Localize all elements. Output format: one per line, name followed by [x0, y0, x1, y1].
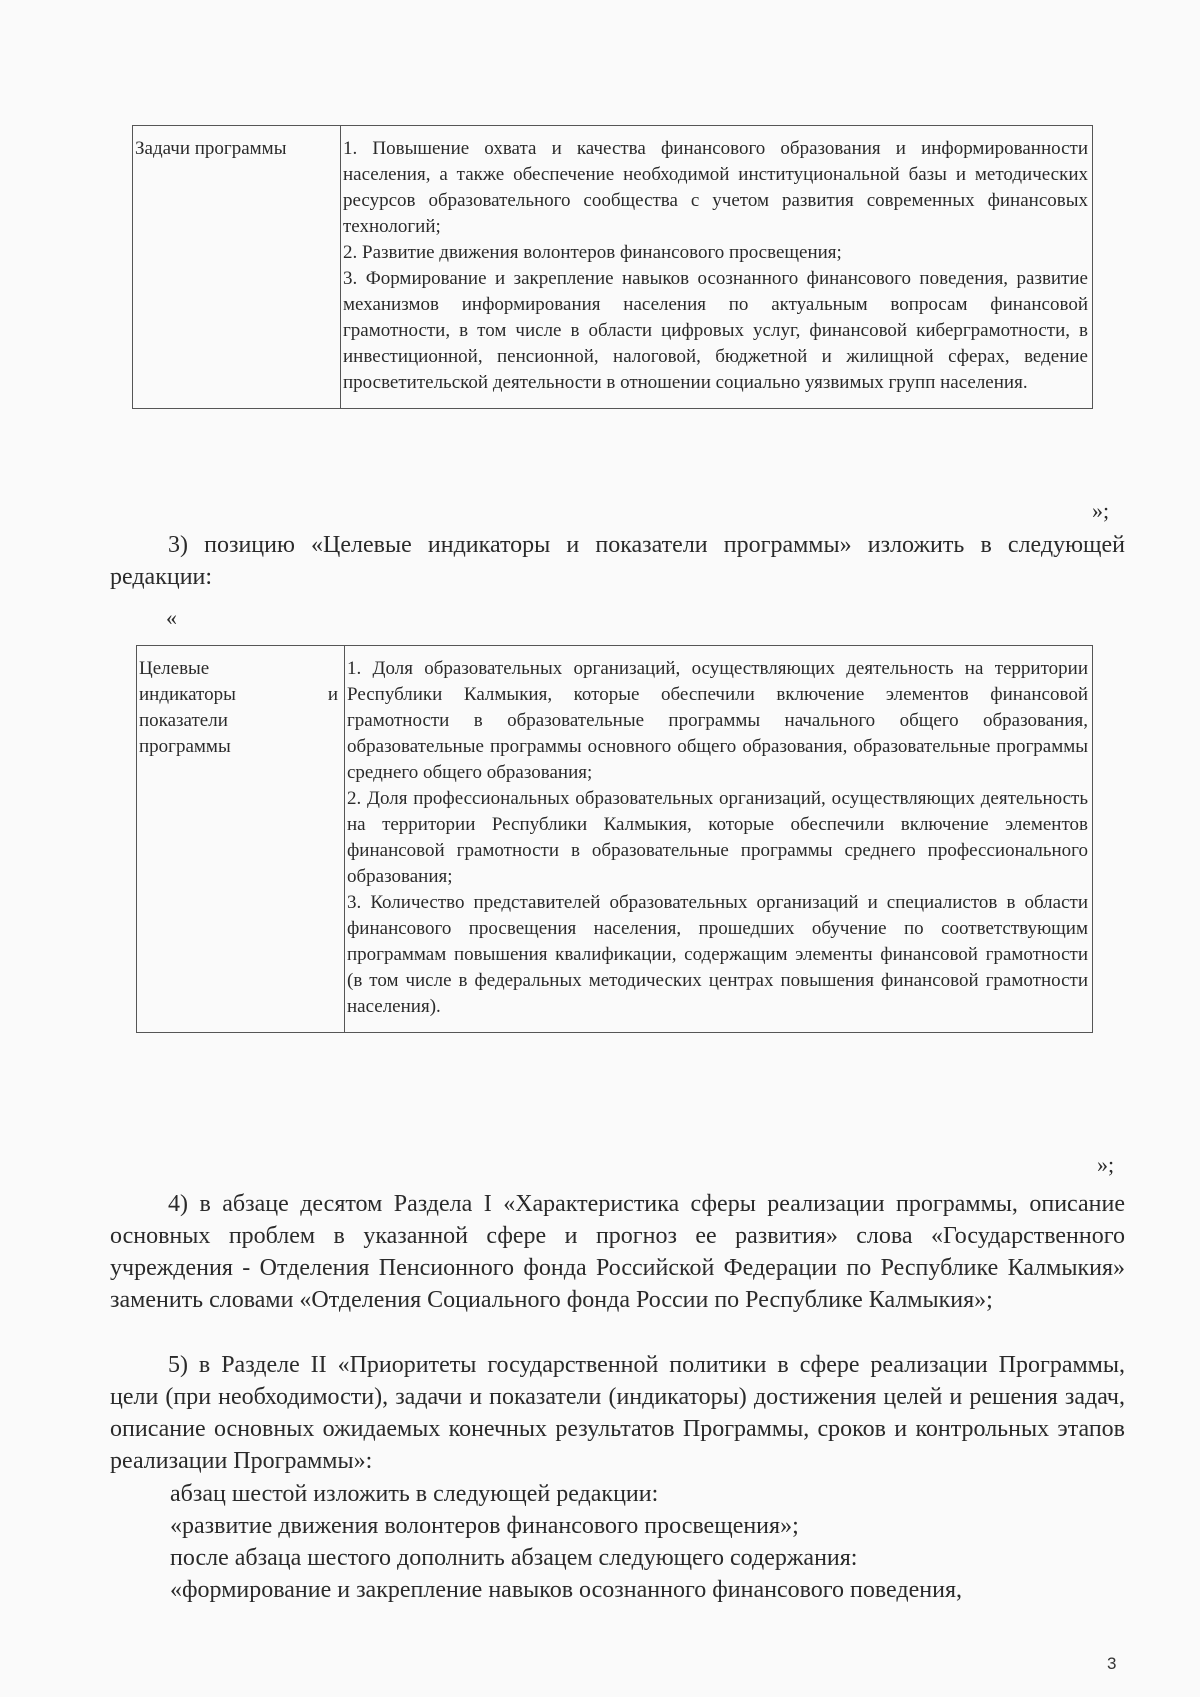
program-tasks-table: [132, 125, 1093, 409]
closing-quote: »;: [1097, 1152, 1115, 1177]
page-number: 3: [1107, 1654, 1117, 1673]
tasks-content-cell: [341, 126, 1093, 409]
paragraph-line: «развитие движения волонтеров финансового просвещения»;: [170, 1513, 799, 1539]
paragraph-3: 3) позицию «Целевые индикаторы и показатели программы» изложить в следующей редакции:: [110, 532, 1125, 590]
indicators-label-line: [139, 682, 342, 708]
indicator-item-2: 2. Доля профессиональных образовательных организаций, осуществляющих деятельность на территории Республики Калмыкия, которые обеспечили включение элементов финансовой грамотности в образовательные программы среднего профессионального образования;: [347, 788, 1088, 887]
indicators-label-line: показатели: [139, 710, 228, 731]
paragraph-5: 5) в Разделе II «Приоритеты государственной политики в сфере реализации Программы, цели (при необходимости), задачи и показатели (индикаторы) достижения целей и решения задач, описание основных ожидаемых конечных результатов Программы, сроков и контрольных этапов реализации Программы»:: [110, 1352, 1125, 1474]
paragraph-line: абзац шестой изложить в следующей редакции:: [170, 1481, 659, 1507]
tasks-label: Задачи программы: [135, 138, 287, 159]
task-item-3: 3. Формирование и закрепление навыков осознанного финансового поведения, развитие механизмов информирования населения по актуальным вопросам финансовой грамотности, в том числе в области цифровых услуг, финансовой киберграмотности, в инвестиционной, пенсионной, налоговой, бюджетной и жилищной сферах, ведение просветительской деятельности в отношении социально уязвимых групп населения.: [343, 268, 1088, 393]
opening-quote: «: [166, 605, 177, 630]
target-indicators-table: [136, 645, 1093, 1033]
tasks-label-cell: [133, 126, 341, 409]
indicator-item-1: 1. Доля образовательных организаций, осуществляющих деятельность на территории Республики Калмыкия, которые обеспечили включение элементов финансовой грамотности в образовательные программы начального общего образования, образовательные программы основного общего образования, образовательные программы среднего общего образования;: [347, 658, 1088, 783]
table-row: [133, 126, 1093, 409]
indicator-item-3: 3. Количество представителей образовательных организаций и специалистов в области финансового просвещения населения, прошедших обучение по соответствующим программам повышения квалификации, содержащим элементы финансовой грамотности (в том числе в федеральных методических центрах повышения финансовой грамотности населения).: [347, 892, 1088, 1017]
indicators-label-cell: [137, 646, 345, 1033]
indicators-label-word: индикаторы: [139, 684, 236, 705]
indicators-label-line: Целевые: [139, 658, 210, 679]
paragraph-line: после абзаца шестого дополнить абзацем следующего содержания:: [170, 1545, 858, 1571]
task-item-2: 2. Развитие движения волонтеров финансового просвещения;: [343, 242, 842, 263]
indicators-content-cell: [345, 646, 1093, 1033]
closing-quote: »;: [1092, 498, 1110, 523]
indicators-label-line: программы: [139, 736, 231, 757]
paragraph-line: «формирование и закрепление навыков осознанного финансового поведения,: [170, 1577, 962, 1603]
paragraph-4: 4) в абзаце десятом Раздела I «Характеристика сферы реализации программы, описание основных проблем в указанной сфере и прогноз ее развития» слова «Государственного учреждения - Отделения Пенсионного фонда Российской Федерации по Республике Калмыкия» заменить словами «Отделения Социального фонда России по Республике Калмыкия»;: [110, 1191, 1125, 1313]
task-item-1: 1. Повышение охвата и качества финансового образования и информированности населения, а также обеспечение необходимой институциональной базы и методических ресурсов образовательного сообщества с учетом развития современных финансовых технологий;: [343, 138, 1088, 237]
indicators-label-word: и: [327, 684, 338, 705]
table-row: [137, 646, 1093, 1033]
